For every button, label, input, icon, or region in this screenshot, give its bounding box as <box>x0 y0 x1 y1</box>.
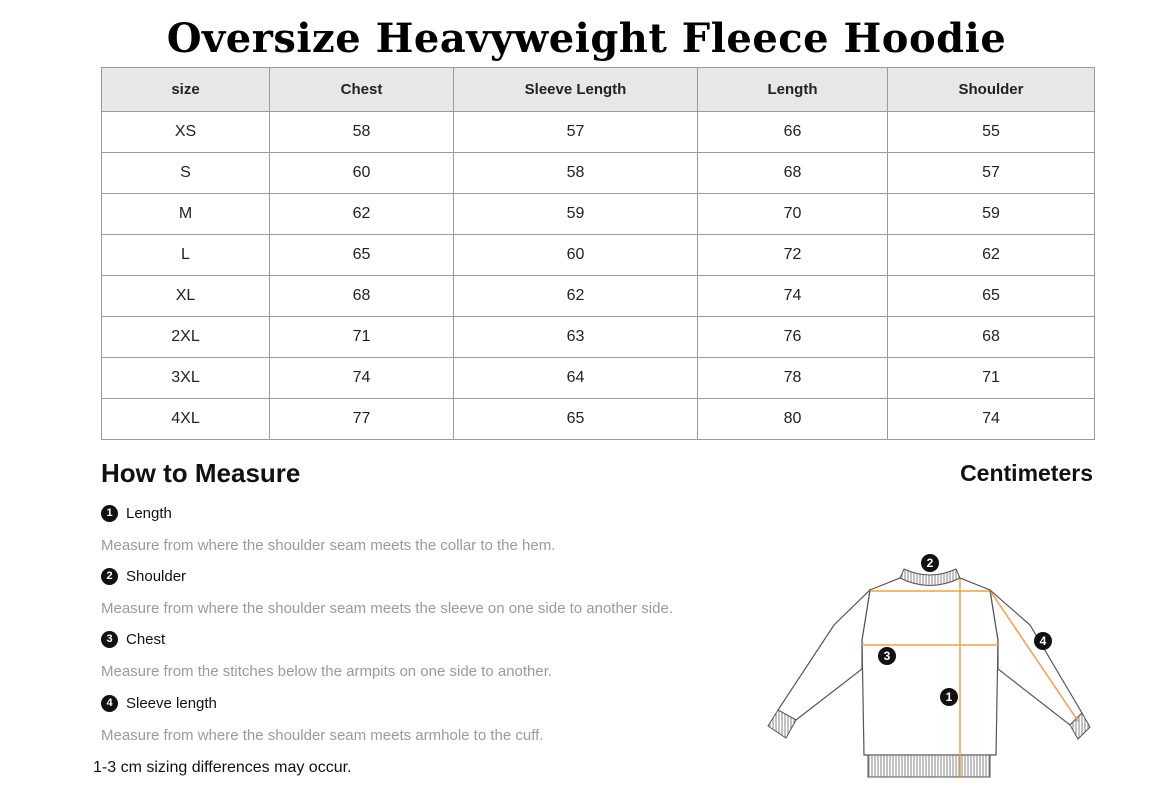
cell-chest: 60 <box>270 153 454 194</box>
table-row <box>102 194 1095 235</box>
header-shoulder: Shoulder <box>888 68 1095 112</box>
table-row <box>102 399 1095 440</box>
cell-shoulder: 68 <box>888 317 1095 358</box>
cell-sleeve-length: 65 <box>454 399 698 440</box>
cell-chest: 65 <box>270 235 454 276</box>
table-row <box>102 317 1095 358</box>
cell-sleeve-length: 59 <box>454 194 698 235</box>
cell-sleeve-length: 62 <box>454 276 698 317</box>
cell-sleeve-length: 58 <box>454 153 698 194</box>
table-row <box>102 235 1095 276</box>
cell-length: 80 <box>698 399 888 440</box>
cell-size: M <box>102 194 270 235</box>
cell-sleeve-length: 60 <box>454 235 698 276</box>
cell-chest: 68 <box>270 276 454 317</box>
cell-size: 3XL <box>102 358 270 399</box>
step-sleeve-length <box>101 695 217 712</box>
cell-size: 4XL <box>102 399 270 440</box>
cell-length: 66 <box>698 112 888 153</box>
header-sleeve-length: Sleeve Length <box>454 68 698 112</box>
cell-size: XL <box>102 276 270 317</box>
marker-4 <box>1034 632 1052 650</box>
cell-length: 74 <box>698 276 888 317</box>
step-label: Sleeve length <box>126 695 217 712</box>
page-title: Oversize Heavyweight Fleece Hoodie <box>166 15 1007 62</box>
cell-sleeve-length: 64 <box>454 358 698 399</box>
svg-text:3: 3 <box>883 649 891 663</box>
cell-size: S <box>102 153 270 194</box>
cell-length: 70 <box>698 194 888 235</box>
cell-chest: 62 <box>270 194 454 235</box>
number-badge-icon: 2 <box>101 568 118 585</box>
table-row <box>102 153 1095 194</box>
svg-text:2: 2 <box>926 556 934 570</box>
number-badge-icon: 3 <box>101 631 118 648</box>
step-label: Chest <box>126 631 166 648</box>
cell-shoulder: 65 <box>888 276 1095 317</box>
sizing-note: 1-3 cm sizing differences may occur. <box>93 759 352 776</box>
svg-text:1: 1 <box>945 690 953 704</box>
step-description: Measure from where the shoulder seam meets the collar to the hem. <box>101 537 556 554</box>
header-chest: Chest <box>270 68 454 112</box>
marker-1 <box>940 688 958 706</box>
size-chart-table <box>101 67 1095 440</box>
number-badge-icon: 1 <box>101 505 118 522</box>
svg-text:4: 4 <box>1039 634 1047 648</box>
step-shoulder <box>101 568 186 585</box>
cell-length: 78 <box>698 358 888 399</box>
header-size: size <box>102 68 270 112</box>
table-row <box>102 276 1095 317</box>
units-label: Centimeters <box>960 460 1093 486</box>
step-description: Measure from the stitches below the armpits on one side to another. <box>101 663 553 680</box>
step-label: Shoulder <box>126 568 187 585</box>
sweatshirt-measurement-diagram <box>760 545 1100 785</box>
step-description: Measure from where the shoulder seam meets the sleeve on one side to another side. <box>101 600 673 617</box>
step-label: Length <box>126 505 172 522</box>
table-row <box>102 358 1095 399</box>
cell-chest: 71 <box>270 317 454 358</box>
cell-chest: 74 <box>270 358 454 399</box>
cell-chest: 58 <box>270 112 454 153</box>
cell-chest: 77 <box>270 399 454 440</box>
cell-shoulder: 55 <box>888 112 1095 153</box>
table-header-row <box>102 68 1095 112</box>
hem-rib <box>868 755 990 777</box>
cell-shoulder: 74 <box>888 399 1095 440</box>
how-to-measure-heading: How to Measure <box>101 458 301 488</box>
marker-2 <box>921 554 939 572</box>
cell-length: 72 <box>698 235 888 276</box>
sweatshirt-outline <box>778 578 1082 755</box>
cell-sleeve-length: 63 <box>454 317 698 358</box>
cell-shoulder: 57 <box>888 153 1095 194</box>
cell-size: L <box>102 235 270 276</box>
cell-size: XS <box>102 112 270 153</box>
step-chest <box>101 631 165 648</box>
cell-length: 68 <box>698 153 888 194</box>
cell-shoulder: 59 <box>888 194 1095 235</box>
cell-size: 2XL <box>102 317 270 358</box>
header-length: Length <box>698 68 888 112</box>
cell-sleeve-length: 57 <box>454 112 698 153</box>
marker-3 <box>878 647 896 665</box>
cell-shoulder: 71 <box>888 358 1095 399</box>
step-length <box>101 505 172 522</box>
step-description: Measure from where the shoulder seam meets armhole to the cuff. <box>101 727 544 744</box>
cell-length: 76 <box>698 317 888 358</box>
number-badge-icon: 4 <box>101 695 118 712</box>
table-row <box>102 112 1095 153</box>
cell-shoulder: 62 <box>888 235 1095 276</box>
